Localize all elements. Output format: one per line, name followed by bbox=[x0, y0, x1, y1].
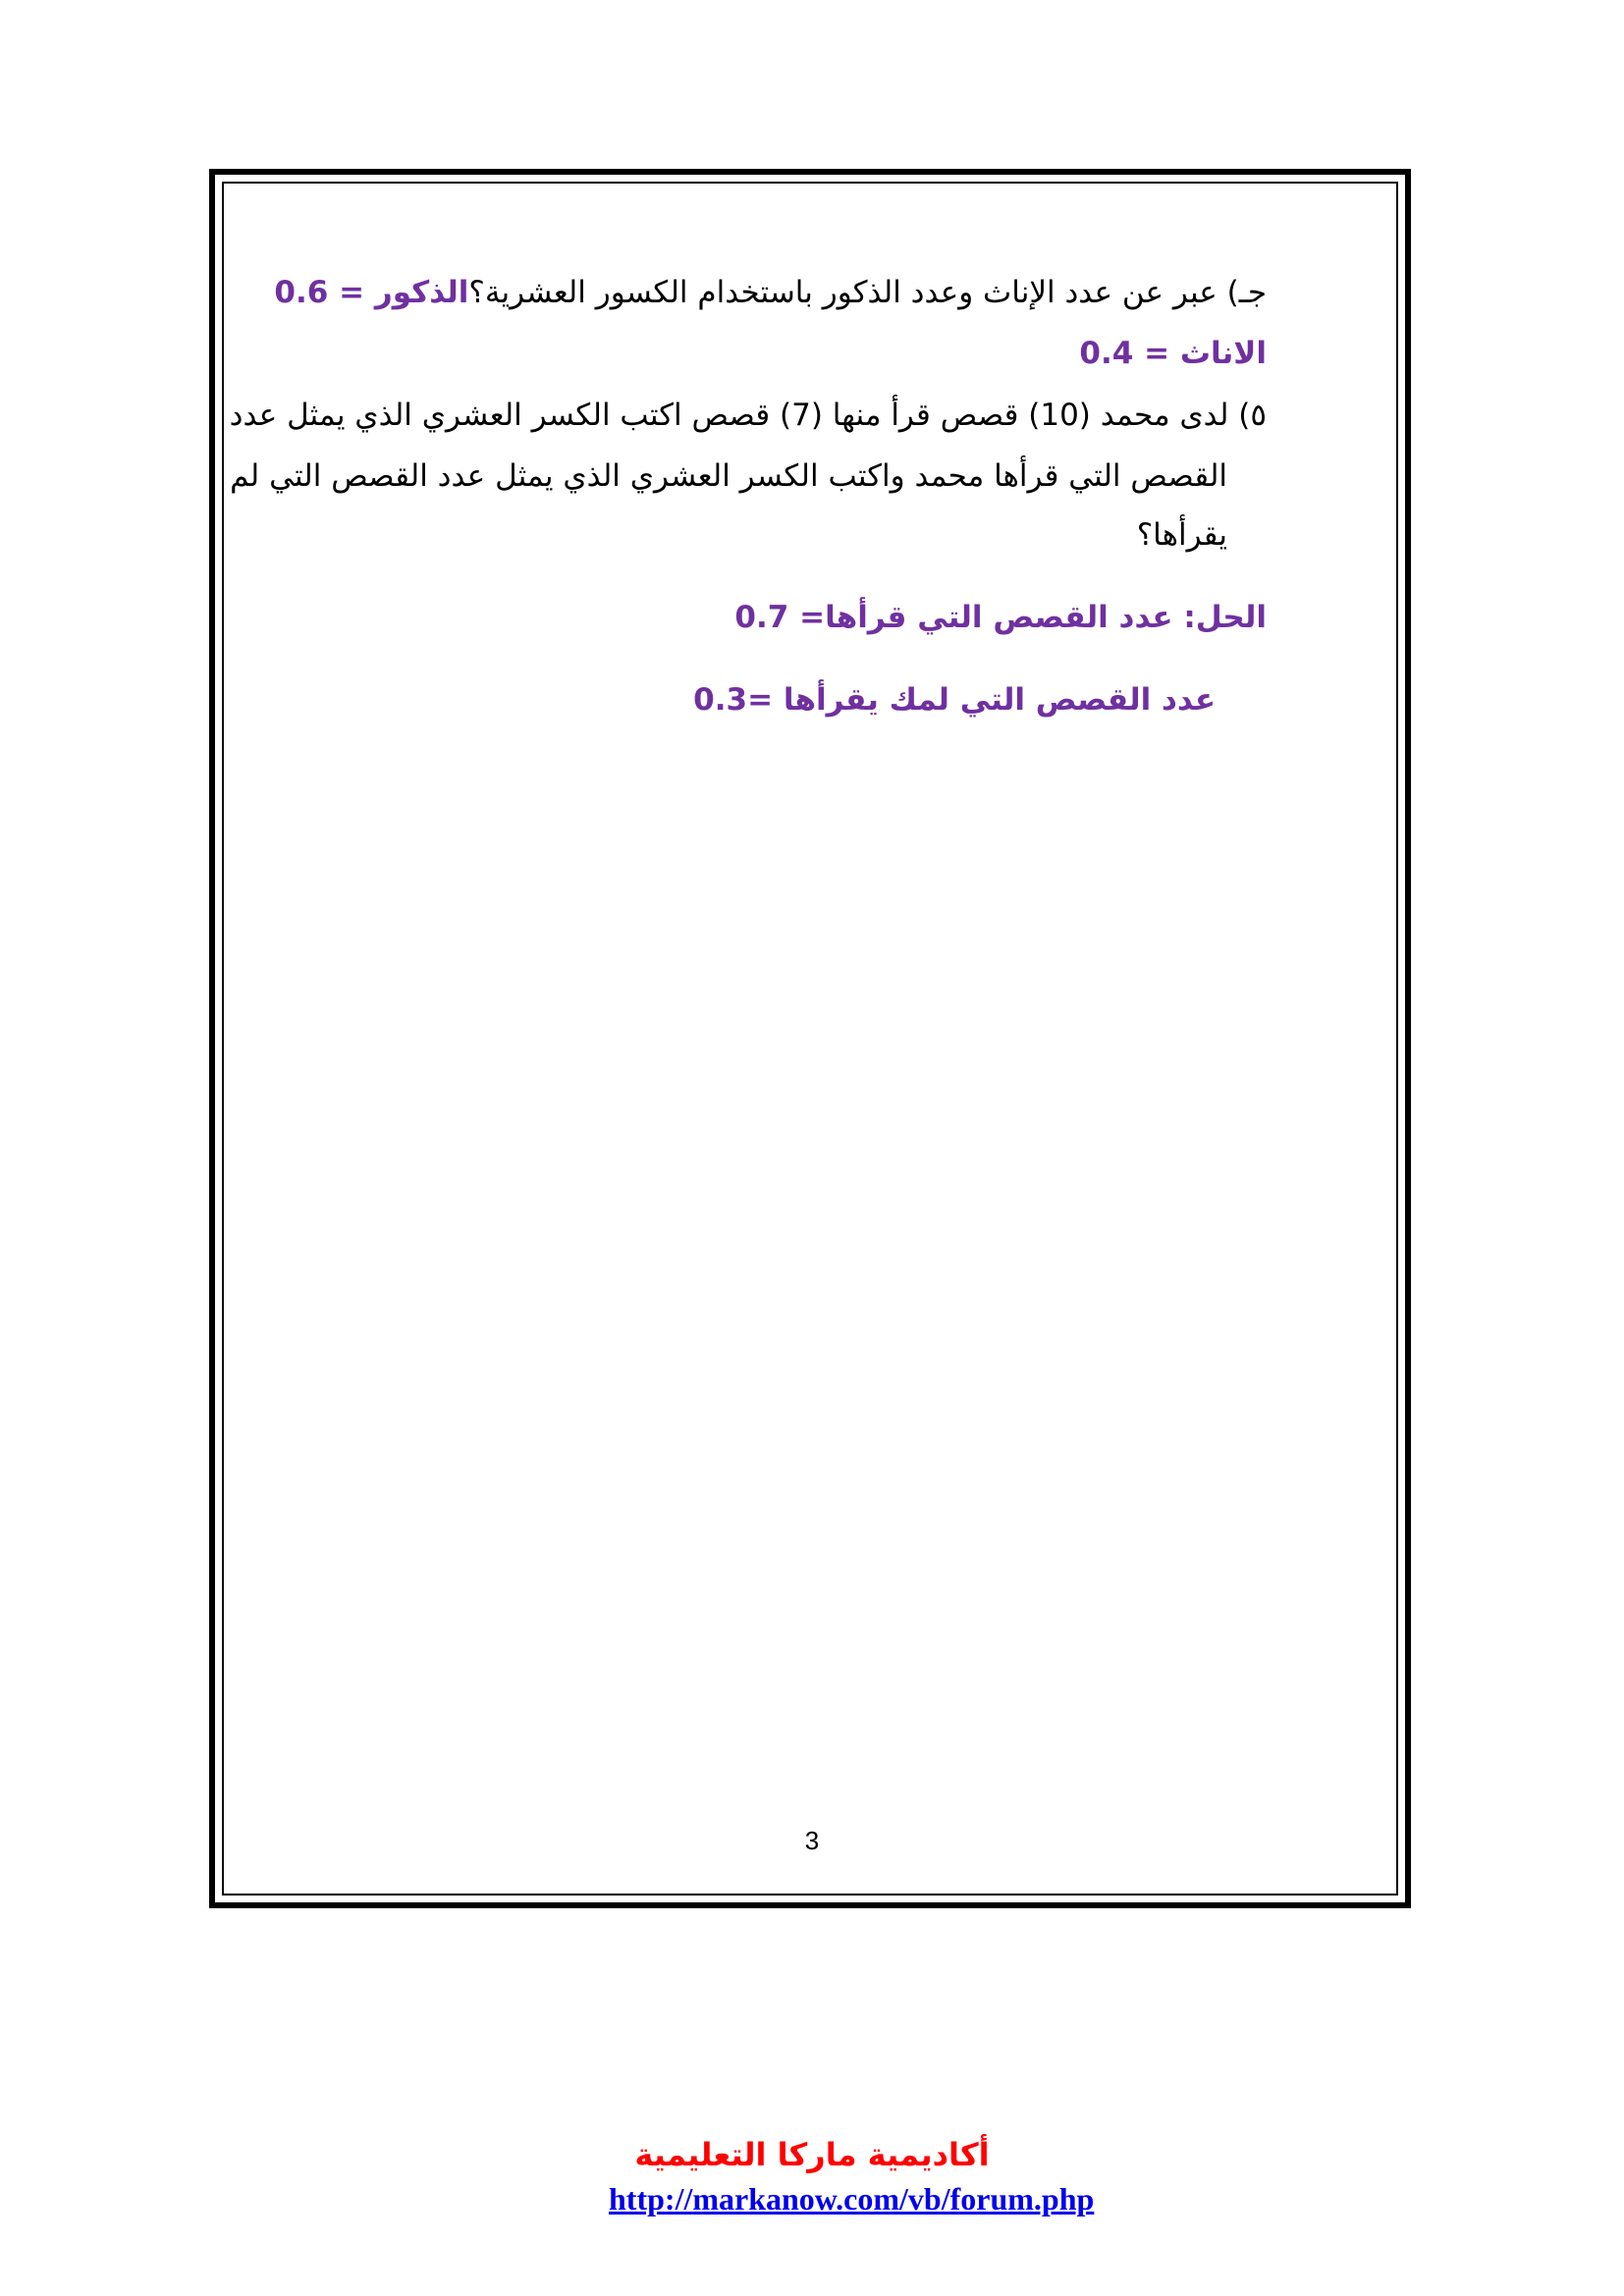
solution-read: الحل: عدد القصص التي قرأها= 0.7 bbox=[734, 600, 1267, 635]
question-5-line-3: يقرأها؟ bbox=[1136, 517, 1227, 553]
answer-females: الاناث = 0.4 bbox=[1079, 336, 1267, 371]
answer-males: الذكور = 0.6 bbox=[274, 275, 469, 310]
solution-unread: عدد القصص التي لمك يقرأها =0.3 bbox=[693, 682, 1216, 718]
question-5-line-1: ٥) لدى محمد (10) قصص قرأ منها (7) قصص اكتب الكسر العشري الذي يمثل عدد bbox=[229, 398, 1267, 433]
question-c-text: جـ) عبر عن عدد الإناث وعدد الذكور باستخدام الكسور العشرية؟ bbox=[468, 275, 1267, 310]
footer-forum-link[interactable]: http://markanow.com/vb/forum.php bbox=[609, 2181, 1095, 2216]
page-border-inner bbox=[222, 182, 1398, 1896]
question-c-line bbox=[274, 273, 1267, 312]
footer-academy-name: أكاديمية ماركا التعليمية bbox=[634, 2136, 990, 2173]
question-5-line-2: القصص التي قرأها محمد واكتب الكسر العشري الذي يمثل عدد القصص التي لم bbox=[230, 458, 1227, 494]
page-number: 3 bbox=[804, 1826, 820, 1855]
